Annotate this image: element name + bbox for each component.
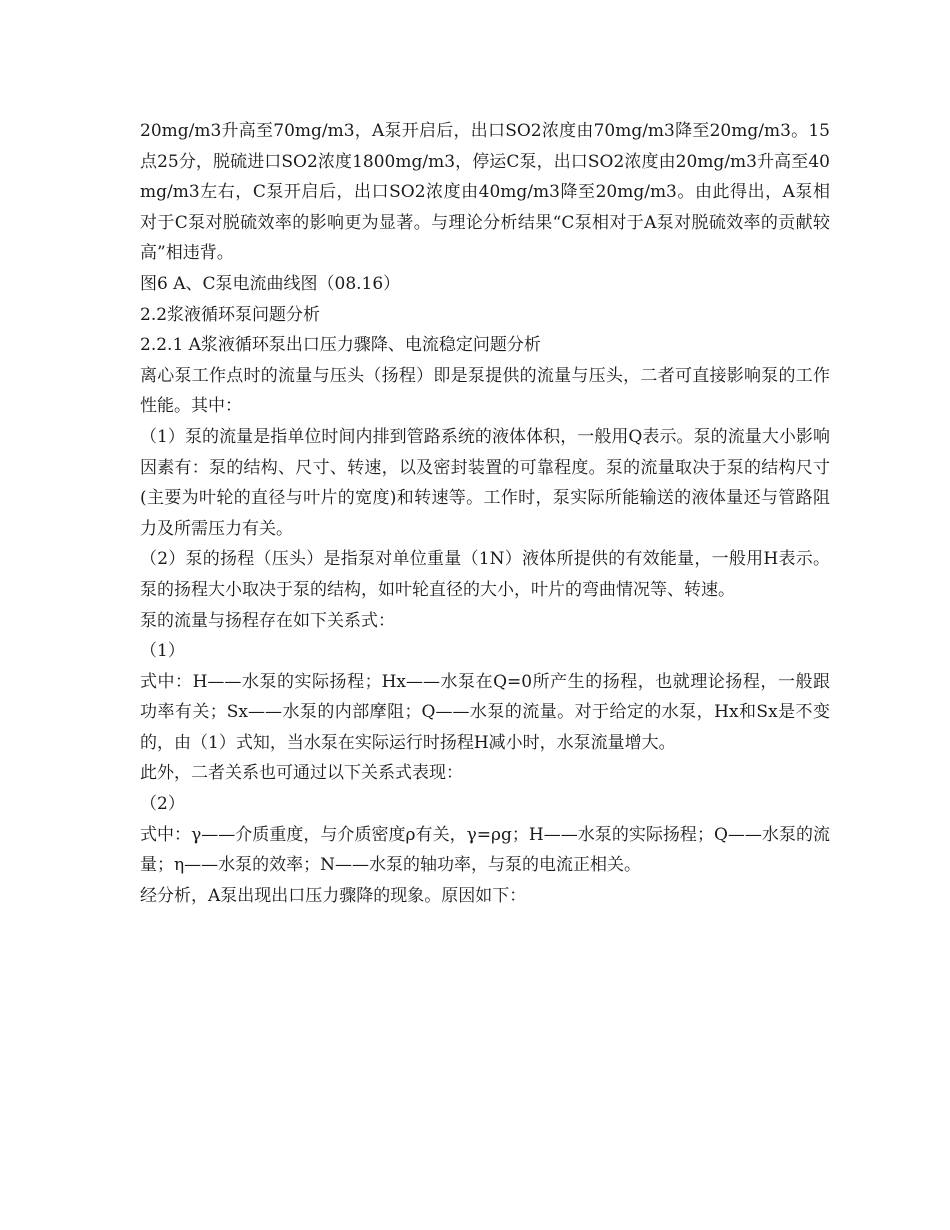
section-heading: 2.2浆液循环泵问题分析 xyxy=(140,304,321,325)
paragraph-relation-intro: 泵的流量与扬程存在如下关系式： xyxy=(140,610,395,631)
document-body xyxy=(140,116,830,911)
subsection-heading: 2.2.1 A浆液循环泵出口压力骤降、电流稳定问题分析 xyxy=(140,335,541,356)
paragraph-equation-2-legend: 式中：γ——介质重度，与介质密度ρ有关，γ=ρg；H——水泵的实际扬程；Q——水泵的流量；η——水泵的效率；N——水泵的轴功率，与泵的电流正相关。 xyxy=(140,824,830,876)
paragraph-analysis: 经分析，A泵出现出口压力骤降的现象。原因如下： xyxy=(140,885,527,906)
paragraph-pump-intro: 离心泵工作点时的流量与压头（扬程）即是泵提供的流量与压头，二者可直接影响泵的工作性能。其中： xyxy=(140,365,830,417)
equation-number-1: （1） xyxy=(140,641,185,662)
paragraph-flow-definition: （1）泵的流量是指单位时间内排到管路系统的液体体积，一般用Q表示。泵的流量大小影响因素有：泵的结构、尺寸、转速，以及密封装置的可靠程度。泵的流量取决于泵的结构尺寸(主要为叶轮的直径与叶片的宽度)和转速等。工作时，泵实际所能输送的液体量还与管路阻力及所需压力有关。 xyxy=(140,426,830,539)
paragraph-head-definition: （2）泵的扬程（压头）是指泵对单位重量（1N）液体所提供的有效能量，一般用H表示。泵的扬程大小取决于泵的结构，如叶轮直径的大小，叶片的弯曲情况等、转速。 xyxy=(140,549,830,600)
equation-number-2: （2） xyxy=(140,794,185,815)
paragraph-sulfur-comparison: 20mg/m3升高至70mg/m3，A泵开启后，出口SO2浓度由70mg/m3降至20mg/m3。15点25分，脱硫进口SO2浓度1800mg/m3，停运C泵，出口SO2浓度由20mg/m3升高至40mg/m3左右，C泵开启后，出口SO2浓度由40mg/m3降至20mg/m3。由此得出，A泵相对于C泵对脱硫效率的影响更为显著。与理论分析结果“C泵相对于A泵对脱硫效率的贡献较高”相违背。 xyxy=(140,121,830,264)
figure-caption: 图6 A、C泵电流曲线图（08.16） xyxy=(140,273,401,294)
paragraph-equation-1-legend: 式中：H——水泵的实际扬程；Hx——水泵在Q=0所产生的扬程，也就理论扬程，一般跟功率有关；Sx——水泵的内部摩阻；Q——水泵的流量。对于给定的水泵，Hx和Sx是不变的，由（1）式知，当水泵在实际运行时扬程H减小时，水泵流量增大。 xyxy=(140,671,830,753)
paragraph-relation-2-intro: 此外，二者关系也可通过以下关系式表现： xyxy=(140,763,463,784)
